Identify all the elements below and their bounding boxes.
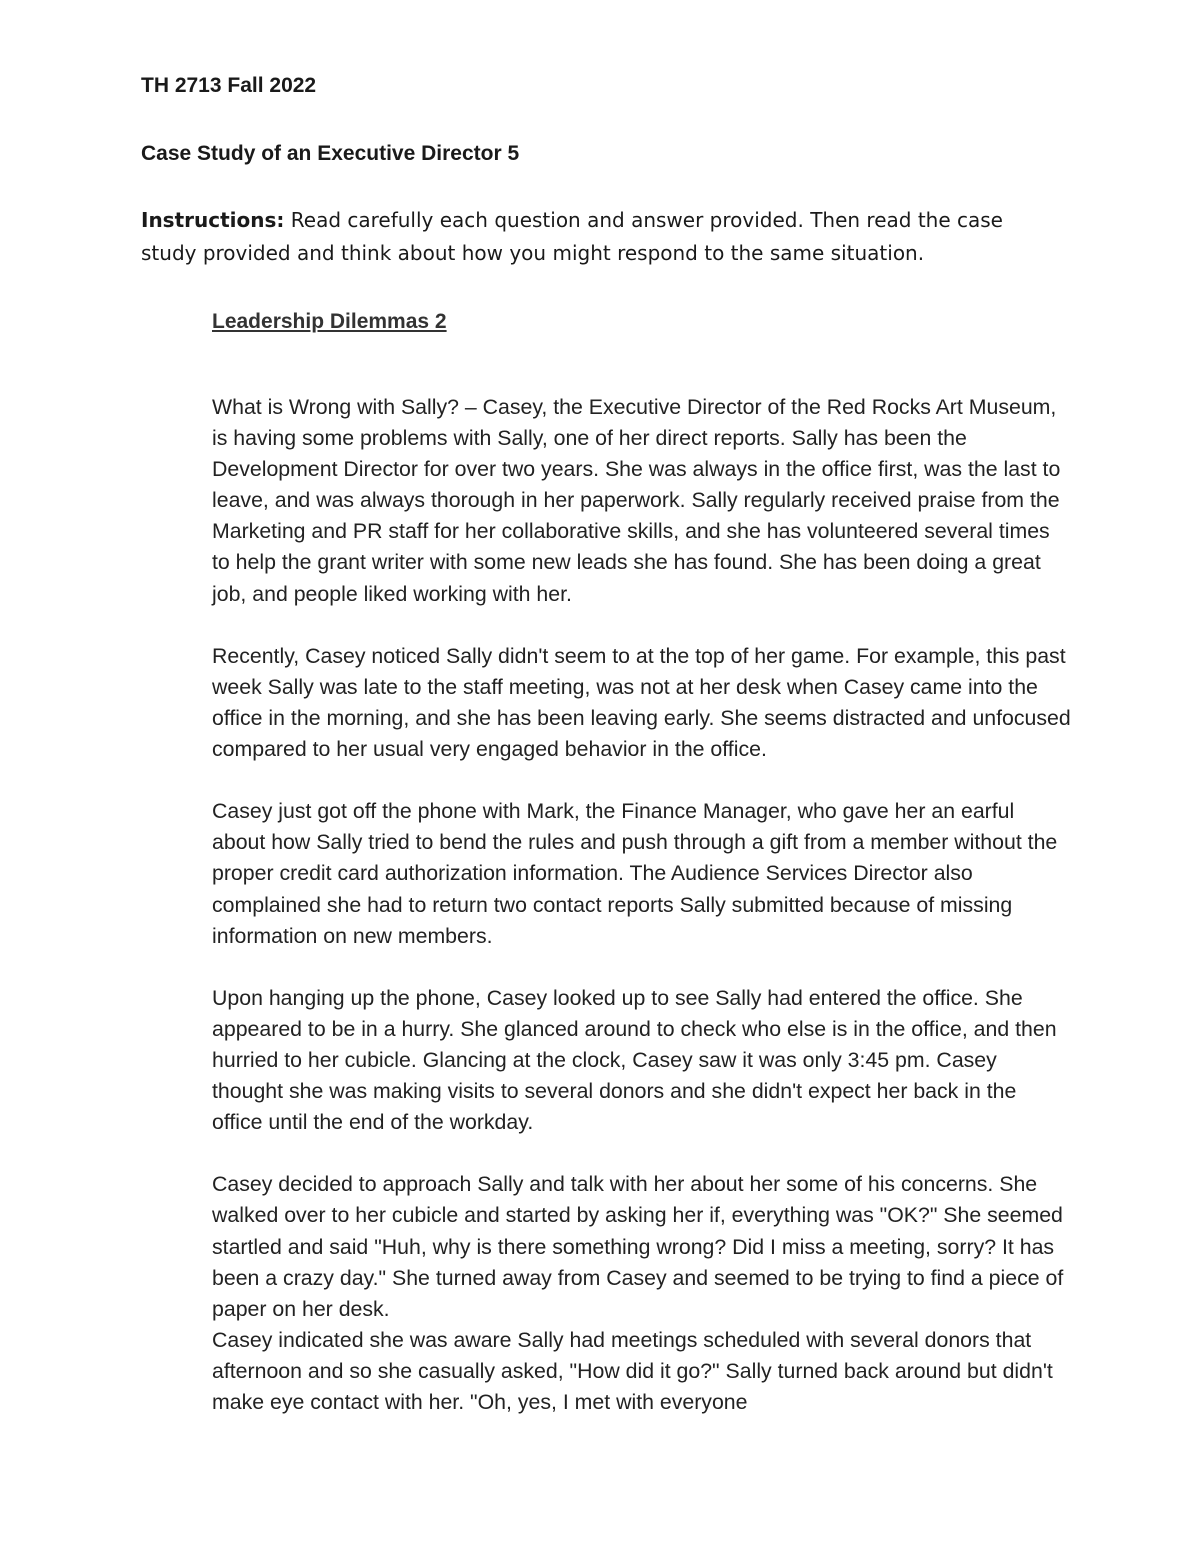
case-paragraph-5: Casey decided to approach Sally and talk with her about her some of his concerns. She walked over to her cubicle and started by asking her if, everything was "OK?" She seemed startled and said "Huh, why is there something wrong? Did I miss a meeting, sorry? It has been a crazy day." She turned away from Casey and seemed to be trying to find a piece of paper on her desk.	[212, 1172, 1064, 1321]
course-heading: TH 2713 Fall 2022	[141, 74, 317, 97]
section-title: Leadership Dilemmas 2	[212, 310, 447, 333]
instructions-paragraph	[141, 204, 1061, 270]
case-paragraph-4: Upon hanging up the phone, Casey looked up to see Sally had entered the office. She appeared to be in a hurry. She glanced around to check who else is in the office, and then hurried to her cubicle. Glancing at the clock, Casey saw it was only 3:45 pm. Casey thought she was making visits to several donors and she didn't expect her back in the office until the end of the workday.	[212, 985, 1057, 1135]
instructions-label: Instructions:	[141, 208, 285, 232]
document-title: Case Study of an Executive Director 5	[141, 142, 520, 165]
case-paragraph-2: Recently, Casey noticed Sally didn't seem to at the top of her game. For example, this past week Sally was late to the staff meeting, was not at her desk when Casey came into the office in the morning, and she has been leaving early. She seems distracted and unfocused compared to her usual very engaged behavior in the office.	[212, 643, 1071, 762]
case-paragraph-6: Casey indicated she was aware Sally had meetings scheduled with several donors that afternoon and so she casually asked, "How did it go?" Sally turned back around but didn't make eye contact with her. "Oh, yes, I met with everyone	[212, 1327, 1053, 1414]
instructions-text: Read carefully each question and answer provided. Then read the case study provided and think about how you might respond to the same situation.	[141, 208, 1003, 265]
case-study-body	[212, 392, 1072, 1418]
case-paragraph-3: Casey just got off the phone with Mark, the Finance Manager, who gave her an earful about how Sally tried to bend the rules and push through a gift from a member without the proper credit card authorization information. The Audience Services Director also complained she had to return two contact reports Sally submitted because of missing information on new members.	[212, 799, 1058, 948]
case-paragraph-1: What is Wrong with Sally? – Casey, the Executive Director of the Red Rocks Art Museum, is having some problems with Sally, one of her direct reports. Sally has been the Development Director for over two years. She was always in the office first, was the last to leave, and was always thorough in her paperwork. Sally regularly received praise from the Marketing and PR staff for her collaborative skills, and she has volunteered several times to help the grant writer with some new leads she has found. She has been doing a great job, and people liked working with her.	[212, 395, 1061, 606]
